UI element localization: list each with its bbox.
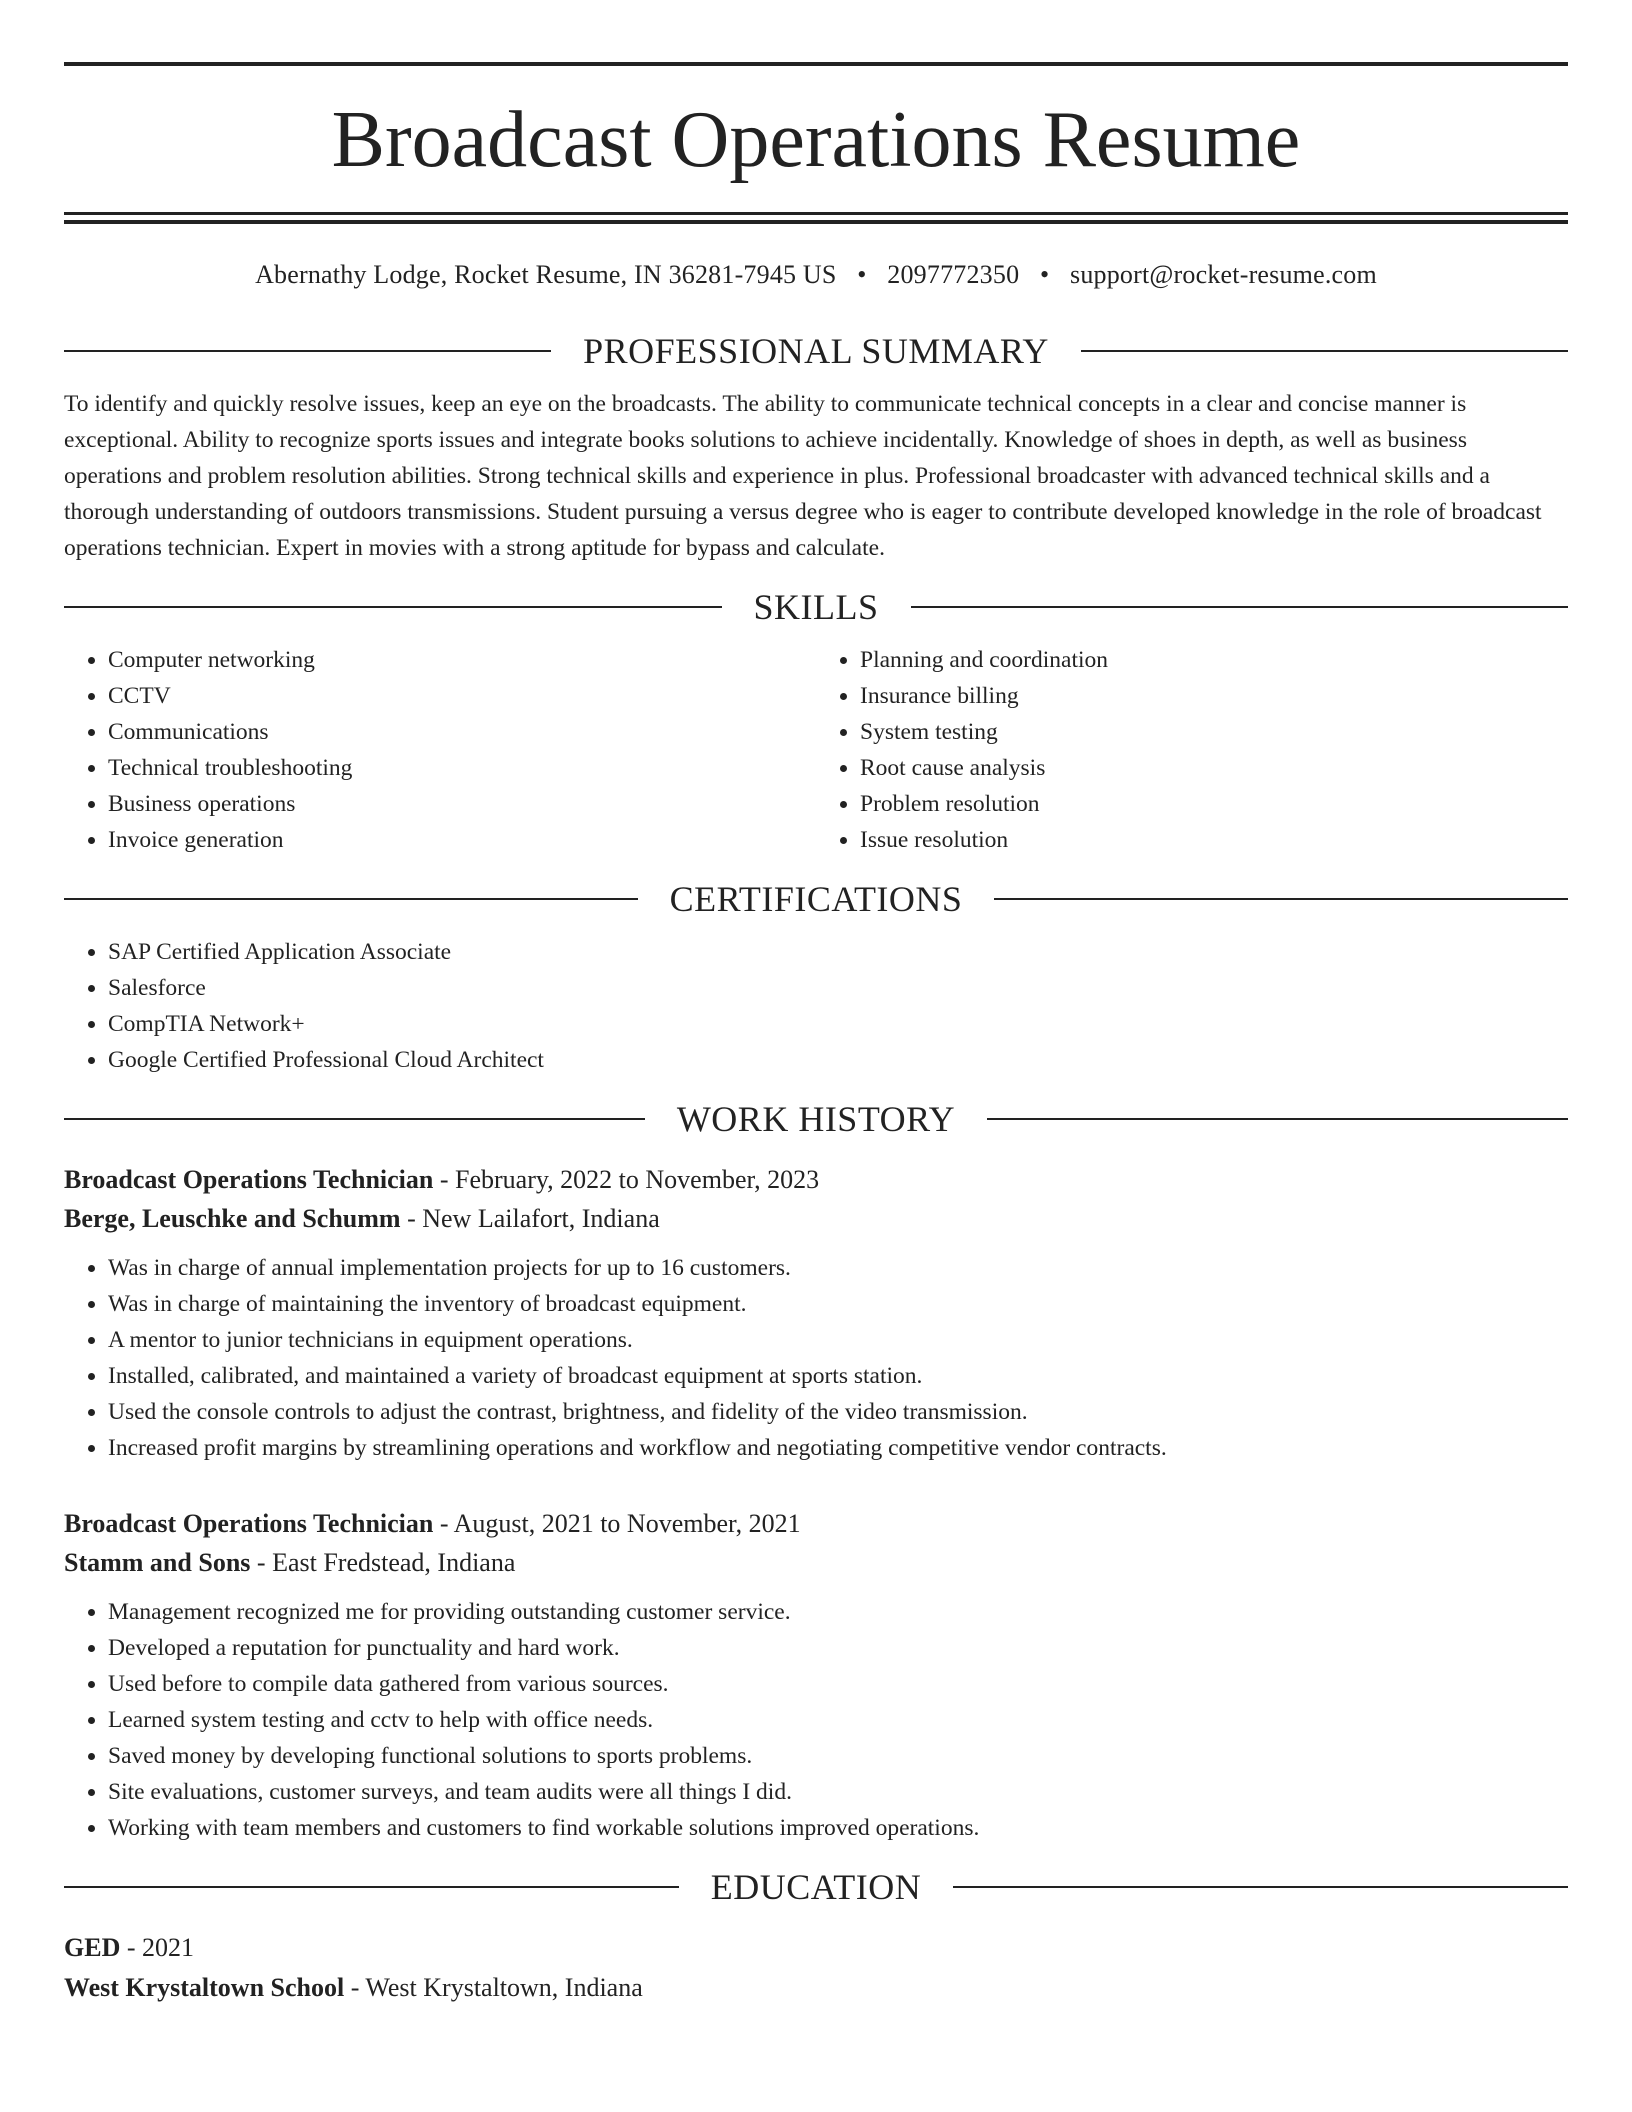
contact-separator: • [857, 260, 867, 289]
list-item: • Used before to compile data gathered from various sources. [108, 1666, 1568, 1702]
heading-rule [64, 898, 638, 900]
section-heading-skills [64, 586, 1568, 628]
section-heading-certifications [64, 878, 1568, 920]
education-year: - 2021 [120, 1933, 195, 1962]
section-title: SKILLS [753, 587, 879, 627]
certifications-list [64, 934, 1568, 1078]
job-location: - East Fredstead, Indiana [250, 1548, 516, 1577]
heading-rule [64, 606, 722, 608]
education-degree: GED [64, 1933, 121, 1962]
contact-address: Abernathy Lodge, Rocket Resume, IN 36281-7945 US [255, 260, 837, 289]
list-item: • A mentor to junior technicians in equipment operations. [108, 1322, 1568, 1358]
job-bullets [64, 1594, 1568, 1846]
list-item: • Technical troubleshooting [108, 750, 816, 786]
summary-text: To identify and quickly resolve issues, keep an eye on the broadcasts. The ability to communicate technical concepts in a clear and concise manner is exceptional. Ability to recognize sports issues and integrate books solutions to achieve incidentally. Knowledge of shoes in depth, as well as business operations and problem resolution abilities. Strong technical skills and experience in plus. Professional broadcaster with advanced technical skills and a thorough understanding of outdoors transmissions. Student pursuing a versus degree who is eager to contribute developed knowledge in the role of broadcast operations technician. Expert in movies with a strong aptitude for bypass and calculate. [64, 391, 1542, 561]
section-heading-education [64, 1866, 1568, 1908]
job-company-line [64, 1199, 1568, 1238]
list-item: • Planning and coordination [860, 642, 1568, 678]
job-dates: - August, 2021 to November, 2021 [433, 1509, 801, 1538]
heading-rule [64, 350, 551, 352]
top-rule [64, 62, 1568, 66]
heading-rule [953, 1886, 1568, 1888]
list-item: • Invoice generation [108, 822, 816, 858]
section-heading-summary [64, 330, 1568, 372]
skills-column-right [816, 642, 1568, 858]
list-item: • Learned system testing and cctv to help with office needs. [108, 1702, 1568, 1738]
job-company: Berge, Leuschke and Schumm [64, 1204, 401, 1233]
job-company: Stamm and Sons [64, 1548, 251, 1577]
heading-rule [1081, 350, 1568, 352]
list-item: • Installed, calibrated, and maintained a variety of broadcast equipment at sports station. [108, 1358, 1568, 1394]
education-degree-line [64, 1928, 1568, 1968]
list-item: • CompTIA Network+ [108, 1006, 1568, 1042]
job-entry [64, 1504, 1568, 1846]
skills-list [64, 628, 1568, 858]
job-title-line [64, 1160, 1568, 1199]
job-title-line [64, 1504, 1568, 1543]
job-company-line [64, 1543, 1568, 1582]
heading-rule [987, 1118, 1568, 1120]
section-title: PROFESSIONAL SUMMARY [583, 331, 1049, 371]
heading-rule [64, 1886, 679, 1888]
list-item: • Salesforce [108, 970, 1568, 1006]
education-school-line [64, 1968, 1568, 2008]
title-double-rule [64, 212, 1568, 224]
list-item: • Used the console controls to adjust the contrast, brightness, and fidelity of the video transmission. [108, 1394, 1568, 1430]
list-item: • Developed a reputation for punctuality and hard work. [108, 1630, 1568, 1666]
list-item: • SAP Certified Application Associate [108, 934, 1568, 970]
contact-line [64, 260, 1568, 290]
contact-separator: • [1039, 260, 1050, 289]
heading-rule [911, 606, 1569, 608]
job-bullets [64, 1250, 1568, 1466]
education-location: - West Krystaltown, Indiana [344, 1973, 643, 2002]
list-item: • Business operations [108, 786, 816, 822]
list-item: • Issue resolution [860, 822, 1568, 858]
list-item: • System testing [860, 714, 1568, 750]
list-item: • Increased profit margins by streamlining operations and workflow and negotiating competitive vendor contracts. [108, 1430, 1568, 1466]
job-dates: - February, 2022 to November, 2023 [433, 1165, 820, 1194]
section-title: CERTIFICATIONS [669, 879, 963, 919]
list-item: • Was in charge of maintaining the inventory of broadcast equipment. [108, 1286, 1568, 1322]
skills-column-left [64, 642, 816, 858]
contact-email: support@rocket-resume.com [1070, 260, 1377, 289]
contact-phone: 2097772350 [887, 260, 1020, 289]
list-item: • Insurance billing [860, 678, 1568, 714]
job-title: Broadcast Operations Technician [64, 1165, 434, 1194]
section-heading-work [64, 1098, 1568, 1140]
list-item: • Computer networking [108, 642, 816, 678]
list-item: • Site evaluations, customer surveys, and team audits were all things I did. [108, 1774, 1568, 1810]
job-title: Broadcast Operations Technician [64, 1509, 434, 1538]
section-title: WORK HISTORY [676, 1099, 956, 1139]
page-title: Broadcast Operations Resume [331, 96, 1301, 184]
heading-rule [994, 898, 1568, 900]
job-entry [64, 1160, 1568, 1466]
list-item: • CCTV [108, 678, 816, 714]
list-item: • Communications [108, 714, 816, 750]
heading-rule [64, 1118, 645, 1120]
list-item: • Was in charge of annual implementation projects for up to 16 customers. [108, 1250, 1568, 1286]
job-location: - New Lailafort, Indiana [400, 1204, 660, 1233]
section-title: EDUCATION [710, 1867, 922, 1907]
education-school: West Krystaltown School [64, 1973, 345, 2002]
list-item: • Root cause analysis [860, 750, 1568, 786]
education-entry [64, 1928, 1568, 2008]
list-item: • Problem resolution [860, 786, 1568, 822]
list-item: • Management recognized me for providing outstanding customer service. [108, 1594, 1568, 1630]
list-item: • Working with team members and customers to find workable solutions improved operations. [108, 1810, 1568, 1846]
list-item: • Google Certified Professional Cloud Architect [108, 1042, 1568, 1078]
list-item: • Saved money by developing functional solutions to sports problems. [108, 1738, 1568, 1774]
